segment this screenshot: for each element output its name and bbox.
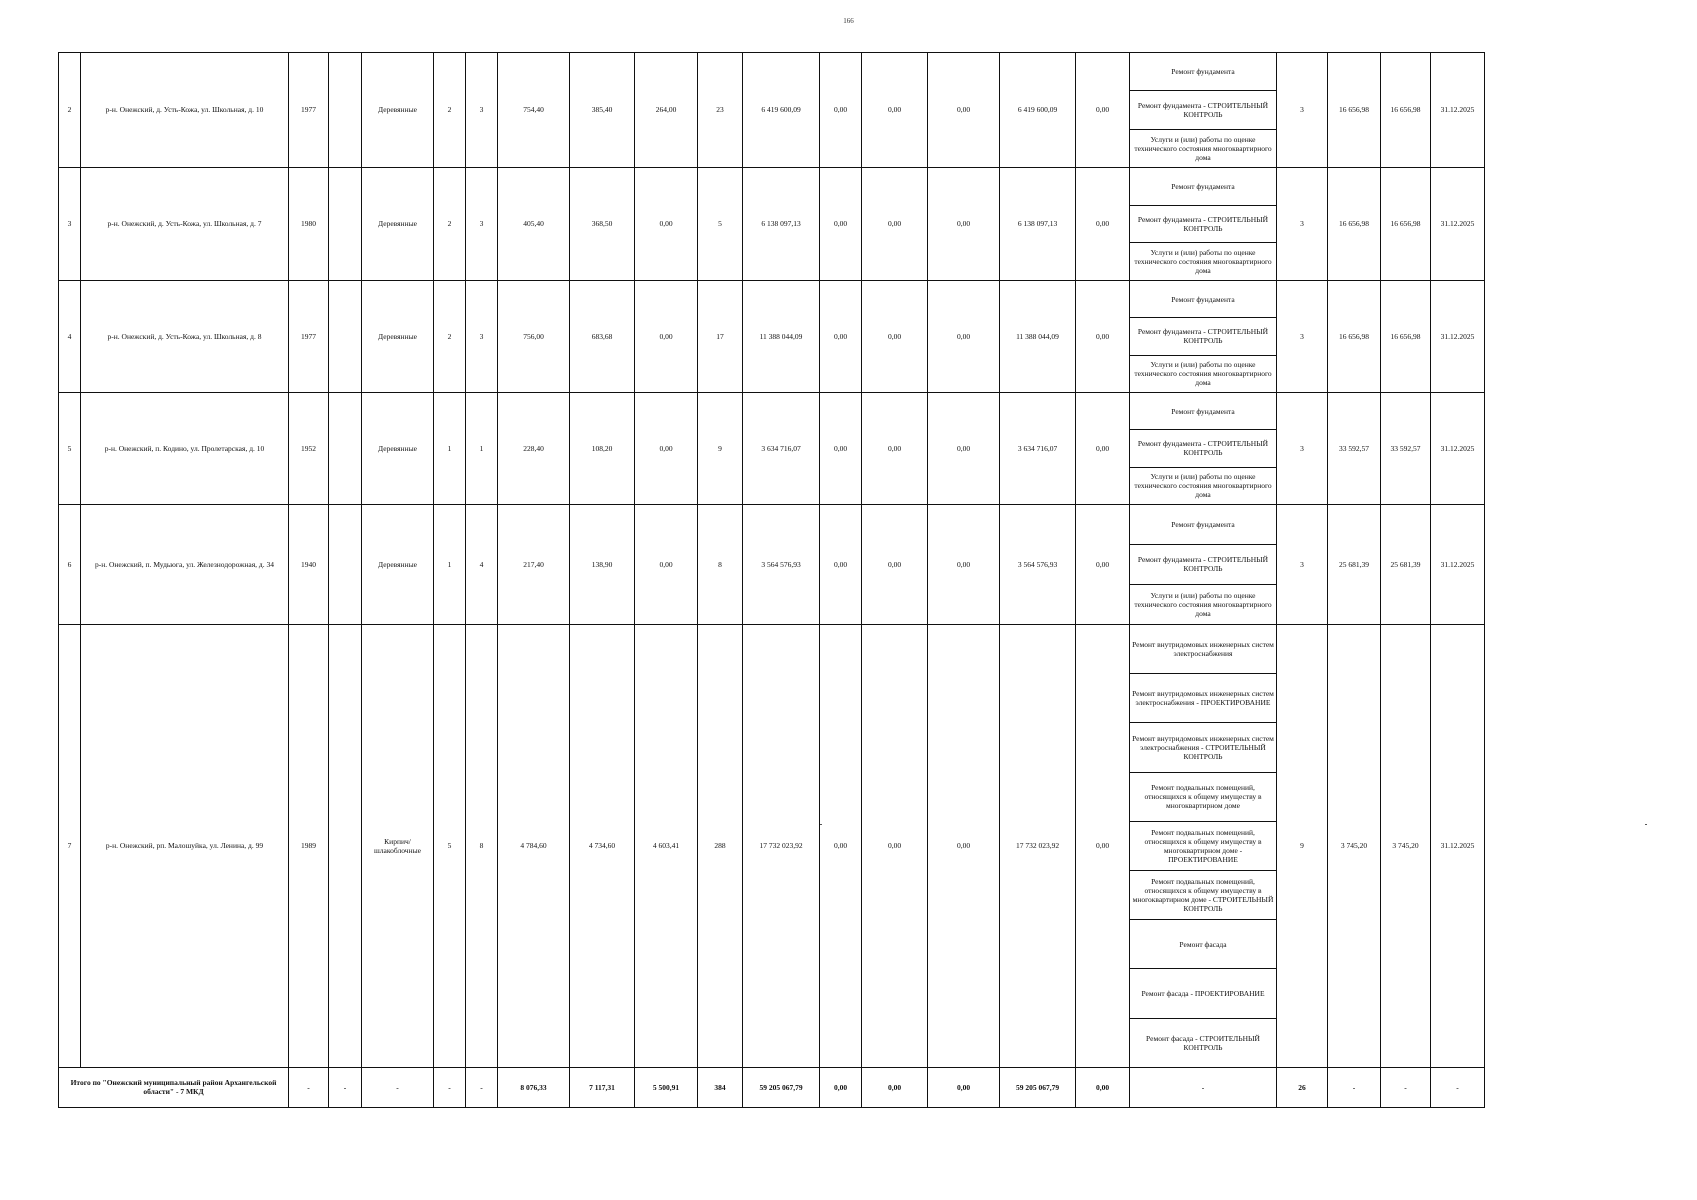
address-cell: р-н. Онежский, рп. Малошуйка, ул. Ленина, д. 99 <box>81 624 289 1067</box>
year-built-cell: 1952 <box>289 392 329 504</box>
work-type-cell: Ремонт фундамента <box>1130 53 1277 91</box>
living-area-cell: 4 734,60 <box>570 624 635 1067</box>
floors-cell: 2 <box>434 53 466 168</box>
capital-repair-register-table <box>58 52 1485 1108</box>
table-row <box>59 53 1485 91</box>
deadline-cell: 31.12.2025 <box>1431 392 1485 504</box>
max-unit-cost-cell: 16 656,98 <box>1381 167 1431 280</box>
citizen-area-cell: 0,00 <box>635 167 698 280</box>
works-count-cell: 3 <box>1277 53 1328 168</box>
total-fund-regional-cell: 0,00 <box>862 1067 928 1107</box>
year-built-cell: 1989 <box>289 624 329 1067</box>
fund-owners-cell: 17 732 023,92 <box>1000 624 1076 1067</box>
entrances-cell: 3 <box>466 53 498 168</box>
scan-speck <box>820 824 822 825</box>
year-built-cell: 1977 <box>289 53 329 168</box>
row-number-cell: 2 <box>59 53 81 168</box>
year-built-cell: 1977 <box>289 280 329 392</box>
fund-local-cell: 0,00 <box>928 504 1000 624</box>
table-row <box>59 167 1485 205</box>
fund-owners-cell: 11 388 044,09 <box>1000 280 1076 392</box>
work-type-cell: Ремонт фасада - ПРОЕКТИРОВАНИЕ <box>1130 969 1277 1018</box>
wall-material-cell: Деревянные <box>362 392 434 504</box>
work-type-cell: Ремонт фундамента - СТРОИТЕЛЬНЫЙ КОНТРОЛЬ <box>1130 430 1277 467</box>
wall-material-cell: Деревянные <box>362 504 434 624</box>
year-renovated-cell <box>329 624 362 1067</box>
floors-cell: 5 <box>434 624 466 1067</box>
cost-total-cell: 3 564 576,93 <box>743 504 820 624</box>
max-unit-cost-cell: 33 592,57 <box>1381 392 1431 504</box>
fund-federal-cell: 0,00 <box>820 53 862 168</box>
work-type-cell: Ремонт фасада <box>1130 920 1277 969</box>
total-works-count-cell: 26 <box>1277 1067 1328 1107</box>
fund-local-cell: 0,00 <box>928 280 1000 392</box>
fund-regional-cell: 0,00 <box>862 280 928 392</box>
fund-owners-cell: 3 564 576,93 <box>1000 504 1076 624</box>
total-residents-cell: 384 <box>698 1067 743 1107</box>
total-works-cell: - <box>1130 1067 1277 1107</box>
fund-regional-cell: 0,00 <box>862 53 928 168</box>
wall-material-cell: Кирпич/ шлакоблочные <box>362 624 434 1067</box>
cost-total-cell: 17 732 023,92 <box>743 624 820 1067</box>
unit-cost-cell: 33 592,57 <box>1328 392 1381 504</box>
year-renovated-cell <box>329 167 362 280</box>
total-label-cell: Итого по "Онежский муниципальный район Архангельской области" - 7 МКД <box>59 1067 289 1107</box>
scan-speck <box>1645 824 1647 825</box>
entrances-cell: 3 <box>466 280 498 392</box>
cost-total-cell: 6 138 097,13 <box>743 167 820 280</box>
work-type-cell: Ремонт фундамента <box>1130 504 1277 544</box>
works-count-cell: 3 <box>1277 280 1328 392</box>
total-area-cell: 217,40 <box>498 504 570 624</box>
table-row <box>59 280 1485 317</box>
unit-cost-cell: 16 656,98 <box>1328 280 1381 392</box>
work-type-cell: Ремонт фундамента <box>1130 392 1277 429</box>
work-type-cell: Ремонт фундамента - СТРОИТЕЛЬНЫЙ КОНТРОЛЬ <box>1130 91 1277 129</box>
fund-owners-cell: 6 138 097,13 <box>1000 167 1076 280</box>
entrances-cell: 3 <box>466 167 498 280</box>
unit-cost-cell: 16 656,98 <box>1328 53 1381 168</box>
address-cell: р-н. Онежский, п. Мудьюга, ул. Железнодорожная, д. 34 <box>81 504 289 624</box>
max-unit-cost-cell: 16 656,98 <box>1381 280 1431 392</box>
year-built-cell: 1940 <box>289 504 329 624</box>
total-year-renovated-cell: - <box>329 1067 362 1107</box>
residents-cell: 23 <box>698 53 743 168</box>
work-type-cell: Услуги и (или) работы по оценке технического состояния многоквартирного дома <box>1130 129 1277 167</box>
work-type-cell: Ремонт фундамента <box>1130 280 1277 317</box>
works-count-cell: 9 <box>1277 624 1328 1067</box>
work-type-cell: Ремонт фундамента <box>1130 167 1277 205</box>
work-type-cell: Ремонт внутридомовых инженерных систем электроснабжения <box>1130 624 1277 673</box>
fund-other-cell: 0,00 <box>1076 53 1130 168</box>
page-number: 166 <box>843 17 854 25</box>
fund-other-cell: 0,00 <box>1076 167 1130 280</box>
row-number-cell: 7 <box>59 624 81 1067</box>
total-area-cell: 228,40 <box>498 392 570 504</box>
fund-regional-cell: 0,00 <box>862 167 928 280</box>
fund-other-cell: 0,00 <box>1076 624 1130 1067</box>
wall-material-cell: Деревянные <box>362 53 434 168</box>
table-body <box>59 53 1485 1108</box>
works-count-cell: 3 <box>1277 392 1328 504</box>
residents-cell: 9 <box>698 392 743 504</box>
total-year-built-cell: - <box>289 1067 329 1107</box>
total-max-unit-cost-cell: - <box>1381 1067 1431 1107</box>
work-type-cell: Ремонт фундамента - СТРОИТЕЛЬНЫЙ КОНТРОЛЬ <box>1130 544 1277 584</box>
deadline-cell: 31.12.2025 <box>1431 624 1485 1067</box>
residents-cell: 8 <box>698 504 743 624</box>
fund-owners-cell: 6 419 600,09 <box>1000 53 1076 168</box>
fund-local-cell: 0,00 <box>928 53 1000 168</box>
year-renovated-cell <box>329 504 362 624</box>
table-row <box>59 624 1485 673</box>
total-total-area-cell: 8 076,33 <box>498 1067 570 1107</box>
work-type-cell: Услуги и (или) работы по оценке технического состояния многоквартирного дома <box>1130 467 1277 504</box>
deadline-cell: 31.12.2025 <box>1431 167 1485 280</box>
citizen-area-cell: 0,00 <box>635 280 698 392</box>
unit-cost-cell: 16 656,98 <box>1328 167 1381 280</box>
works-count-cell: 3 <box>1277 167 1328 280</box>
unit-cost-cell: 3 745,20 <box>1328 624 1381 1067</box>
work-type-cell: Услуги и (или) работы по оценке технического состояния многоквартирного дома <box>1130 243 1277 281</box>
living-area-cell: 368,50 <box>570 167 635 280</box>
fund-local-cell: 0,00 <box>928 167 1000 280</box>
entrances-cell: 8 <box>466 624 498 1067</box>
max-unit-cost-cell: 16 656,98 <box>1381 53 1431 168</box>
work-type-cell: Ремонт внутридомовых инженерных систем электроснабжения - СТРОИТЕЛЬНЫЙ КОНТРОЛЬ <box>1130 723 1277 772</box>
year-built-cell: 1980 <box>289 167 329 280</box>
year-renovated-cell <box>329 280 362 392</box>
work-type-cell: Ремонт фасада - СТРОИТЕЛЬНЫЙ КОНТРОЛЬ <box>1130 1018 1277 1067</box>
total-fund-local-cell: 0,00 <box>928 1067 1000 1107</box>
living-area-cell: 108,20 <box>570 392 635 504</box>
cost-total-cell: 6 419 600,09 <box>743 53 820 168</box>
fund-federal-cell: 0,00 <box>820 392 862 504</box>
residents-cell: 17 <box>698 280 743 392</box>
total-deadline-cell: - <box>1431 1067 1485 1107</box>
total-cost-total-cell: 59 205 067,79 <box>743 1067 820 1107</box>
citizen-area-cell: 4 603,41 <box>635 624 698 1067</box>
row-number-cell: 3 <box>59 167 81 280</box>
unit-cost-cell: 25 681,39 <box>1328 504 1381 624</box>
cost-total-cell: 11 388 044,09 <box>743 280 820 392</box>
year-renovated-cell <box>329 392 362 504</box>
total-wall-material-cell: - <box>362 1067 434 1107</box>
living-area-cell: 138,90 <box>570 504 635 624</box>
entrances-cell: 4 <box>466 504 498 624</box>
address-cell: р-н. Онежский, д. Усть-Кожа, ул. Школьная, д. 8 <box>81 280 289 392</box>
fund-regional-cell: 0,00 <box>862 624 928 1067</box>
work-type-cell: Ремонт фундамента - СТРОИТЕЛЬНЫЙ КОНТРОЛЬ <box>1130 205 1277 243</box>
deadline-cell: 31.12.2025 <box>1431 280 1485 392</box>
total-area-cell: 405,40 <box>498 167 570 280</box>
year-renovated-cell <box>329 53 362 168</box>
total-entrances-cell: - <box>466 1067 498 1107</box>
work-type-cell: Ремонт подвальных помещений, относящихся к общему имуществу в многоквартирном доме - ПРОЕКТИРОВАНИЕ <box>1130 821 1277 870</box>
wall-material-cell: Деревянные <box>362 280 434 392</box>
floors-cell: 2 <box>434 280 466 392</box>
total-area-cell: 756,00 <box>498 280 570 392</box>
total-area-cell: 754,40 <box>498 53 570 168</box>
fund-federal-cell: 0,00 <box>820 624 862 1067</box>
entrances-cell: 1 <box>466 392 498 504</box>
fund-other-cell: 0,00 <box>1076 392 1130 504</box>
address-cell: р-н. Онежский, д. Усть-Кожа, ул. Школьная, д. 7 <box>81 167 289 280</box>
citizen-area-cell: 0,00 <box>635 504 698 624</box>
work-type-cell: Ремонт подвальных помещений, относящихся к общему имуществу в многоквартирном доме <box>1130 772 1277 821</box>
table-row <box>59 392 1485 429</box>
fund-federal-cell: 0,00 <box>820 167 862 280</box>
total-unit-cost-cell: - <box>1328 1067 1381 1107</box>
floors-cell: 1 <box>434 504 466 624</box>
floors-cell: 1 <box>434 392 466 504</box>
max-unit-cost-cell: 3 745,20 <box>1381 624 1431 1067</box>
fund-regional-cell: 0,00 <box>862 392 928 504</box>
work-type-cell: Услуги и (или) работы по оценке технического состояния многоквартирного дома <box>1130 355 1277 392</box>
total-area-cell: 4 784,60 <box>498 624 570 1067</box>
row-number-cell: 6 <box>59 504 81 624</box>
row-number-cell: 4 <box>59 280 81 392</box>
work-type-cell: Услуги и (или) работы по оценке технического состояния многоквартирного дома <box>1130 584 1277 624</box>
floors-cell: 2 <box>434 167 466 280</box>
fund-local-cell: 0,00 <box>928 624 1000 1067</box>
total-fund-other-cell: 0,00 <box>1076 1067 1130 1107</box>
fund-federal-cell: 0,00 <box>820 504 862 624</box>
works-count-cell: 3 <box>1277 504 1328 624</box>
deadline-cell: 31.12.2025 <box>1431 504 1485 624</box>
fund-owners-cell: 3 634 716,07 <box>1000 392 1076 504</box>
residents-cell: 5 <box>698 167 743 280</box>
fund-local-cell: 0,00 <box>928 392 1000 504</box>
total-row <box>59 1067 1485 1107</box>
total-living-area-cell: 7 117,31 <box>570 1067 635 1107</box>
deadline-cell: 31.12.2025 <box>1431 53 1485 168</box>
total-floors-cell: - <box>434 1067 466 1107</box>
max-unit-cost-cell: 25 681,39 <box>1381 504 1431 624</box>
total-fund-owners-cell: 59 205 067,79 <box>1000 1067 1076 1107</box>
fund-regional-cell: 0,00 <box>862 504 928 624</box>
citizen-area-cell: 264,00 <box>635 53 698 168</box>
address-cell: р-н. Онежский, п. Кодино, ул. Пролетарская, д. 10 <box>81 392 289 504</box>
citizen-area-cell: 0,00 <box>635 392 698 504</box>
total-citizen-area-cell: 5 500,91 <box>635 1067 698 1107</box>
work-type-cell: Ремонт подвальных помещений, относящихся к общему имуществу в многоквартирном доме - СТРОИТЕЛЬНЫЙ КОНТРОЛЬ <box>1130 871 1277 920</box>
cost-total-cell: 3 634 716,07 <box>743 392 820 504</box>
row-number-cell: 5 <box>59 392 81 504</box>
fund-other-cell: 0,00 <box>1076 280 1130 392</box>
living-area-cell: 683,68 <box>570 280 635 392</box>
work-type-cell: Ремонт фундамента - СТРОИТЕЛЬНЫЙ КОНТРОЛЬ <box>1130 318 1277 355</box>
living-area-cell: 385,40 <box>570 53 635 168</box>
fund-other-cell: 0,00 <box>1076 504 1130 624</box>
wall-material-cell: Деревянные <box>362 167 434 280</box>
address-cell: р-н. Онежский, д. Усть-Кожа, ул. Школьная, д. 10 <box>81 53 289 168</box>
total-fund-federal-cell: 0,00 <box>820 1067 862 1107</box>
residents-cell: 288 <box>698 624 743 1067</box>
work-type-cell: Ремонт внутридомовых инженерных систем электроснабжения - ПРОЕКТИРОВАНИЕ <box>1130 674 1277 723</box>
fund-federal-cell: 0,00 <box>820 280 862 392</box>
table-row <box>59 504 1485 544</box>
